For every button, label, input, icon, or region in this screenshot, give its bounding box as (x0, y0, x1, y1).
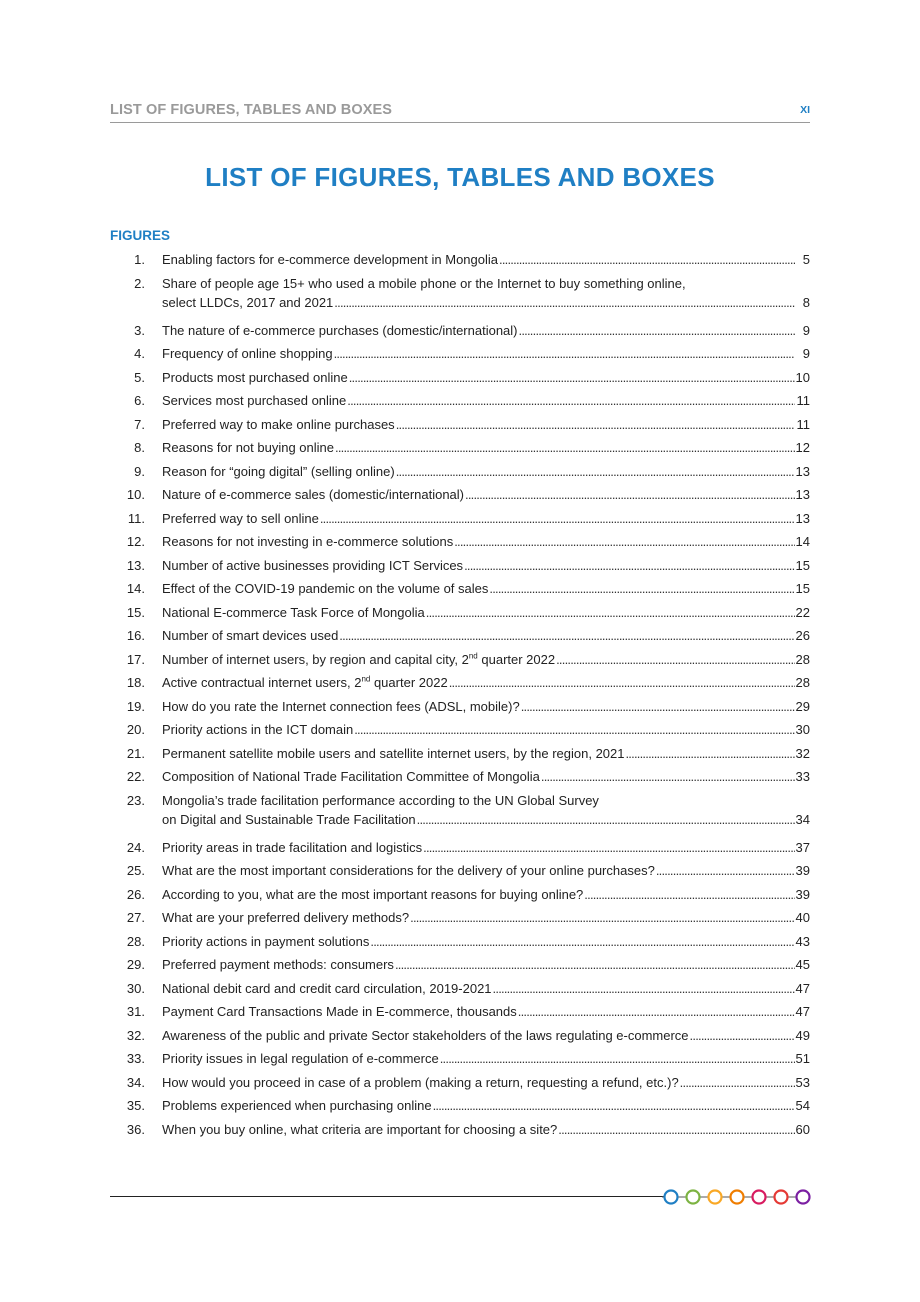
toc-entry-title: Awareness of the public and private Sector stakeholders of the laws regulating e-commerce (162, 1027, 689, 1043)
toc-entry-number: 14. (126, 581, 145, 596)
toc-entry[interactable] (110, 558, 810, 574)
toc-entry-number: 17. (126, 651, 145, 667)
dot-leader (334, 346, 795, 362)
toc-entry-title: Permanent satellite mobile users and satellite internet users, by the region, 2021 (162, 745, 625, 761)
dot-leader (519, 323, 796, 339)
toc-entry-page: 22 (795, 604, 810, 620)
toc-entry-number: 31. (126, 1004, 145, 1019)
toc-entry-page: 10 (795, 369, 810, 385)
toc-entry-number: 26. (126, 886, 145, 902)
toc-entry[interactable] (110, 1122, 810, 1138)
toc-entry[interactable] (110, 628, 810, 644)
section-heading-figures: FIGURES (110, 228, 171, 243)
toc-entry-page: 9 (802, 322, 810, 338)
toc-entry-title: According to you, what are the most important reasons for buying online? (162, 886, 584, 902)
toc-entry-number: 9. (134, 463, 145, 479)
toc-entry-page: 47 (795, 980, 810, 996)
toc-entry-page: 28 (795, 675, 810, 690)
toc-entry[interactable] (110, 393, 810, 409)
toc-entry[interactable] (110, 675, 810, 691)
toc-entry-number: 32. (126, 1027, 145, 1043)
dot-leader (347, 393, 795, 409)
toc-entry-title: How would you proceed in case of a problem (making a return, requesting a refund, etc.)? (162, 1074, 679, 1090)
toc-entry-title: Number of internet users, by region and capital city, 2nd quarter 2022 (162, 651, 556, 667)
toc-entry[interactable] (110, 511, 810, 527)
toc-entry-number: 3. (134, 322, 145, 338)
toc-entry-number: 4. (134, 346, 145, 361)
toc-entry-page: 60 (795, 1121, 810, 1137)
toc-entry-page: 33 (795, 769, 810, 784)
toc-entry-title: Problems experienced when purchasing online (162, 1098, 432, 1113)
toc-entry-number: 28. (126, 933, 145, 949)
toc-entry-number: 8. (134, 440, 145, 455)
dot-leader (449, 675, 795, 691)
toc-entry-number: 34. (126, 1074, 145, 1090)
footer-rule (110, 1196, 665, 1197)
toc-entry-title: Products most purchased online (162, 369, 348, 385)
toc-entry-title: National debit card and credit card circulation, 2019-2021 (162, 980, 492, 996)
figures-list (110, 252, 810, 1145)
toc-entry-number: 21. (126, 745, 145, 761)
toc-entry-title: What are the most important considerations for the delivery of your online purchases? (162, 863, 655, 878)
toc-entry-title: Services most purchased online (162, 393, 347, 408)
toc-entry-page: 9 (802, 346, 810, 361)
toc-entry[interactable] (110, 722, 810, 738)
toc-entry-title: Priority issues in legal regulation of e-commerce (162, 1051, 439, 1066)
toc-entry-page: 47 (795, 1004, 810, 1019)
toc-entry[interactable] (110, 1075, 810, 1091)
toc-entry-page: 39 (795, 863, 810, 878)
toc-entry-title: Priority areas in trade facilitation and logistics (162, 839, 423, 855)
dot-leader (335, 440, 795, 456)
toc-entry-number: 18. (126, 675, 145, 690)
toc-entry-number: 15. (126, 604, 145, 620)
dot-leader (349, 370, 795, 386)
dot-leader (558, 1122, 794, 1138)
toc-entry-title: National E-commerce Task Force of Mongolia (162, 604, 425, 620)
page-title: LIST OF FIGURES, TABLES AND BOXES (205, 162, 715, 192)
toc-entry-title: What are your preferred delivery methods? (162, 910, 410, 925)
toc-entry[interactable] (110, 1098, 810, 1114)
toc-entry-page: 53 (795, 1074, 810, 1090)
toc-entry[interactable] (110, 957, 810, 973)
dot-leader (680, 1075, 795, 1091)
dot-leader (440, 1051, 795, 1067)
toc-entry-number: 5. (134, 369, 145, 385)
dot-leader (493, 981, 795, 997)
footer-circle (797, 1191, 810, 1204)
page-number: XI (800, 104, 810, 116)
dot-leader (625, 746, 794, 762)
toc-entry-number: 1. (134, 252, 145, 267)
dot-leader (423, 840, 794, 856)
toc-entry-title: Number of smart devices used (162, 628, 339, 643)
toc-entry-number: 2. (134, 275, 145, 291)
dot-leader (521, 699, 795, 715)
toc-entry-title: When you buy online, what criteria are important for choosing a site? (162, 1121, 558, 1137)
toc-entry-number: 19. (126, 698, 145, 714)
toc-entry[interactable] (110, 1051, 810, 1067)
toc-entry-page: 49 (795, 1027, 810, 1043)
toc-entry[interactable] (110, 534, 810, 550)
toc-entry[interactable] (110, 1028, 810, 1044)
toc-entry-page: 43 (795, 933, 810, 949)
dot-leader (541, 769, 795, 785)
footer-circle (731, 1191, 744, 1204)
toc-entry-title: Effect of the COVID-19 pandemic on the volume of sales (162, 581, 489, 596)
toc-entry-title: Reasons for not investing in e-commerce solutions (162, 534, 454, 549)
toc-entry-title: The nature of e-commerce purchases (domestic/international) (162, 322, 518, 338)
footer-circle (775, 1191, 788, 1204)
footer-circle (665, 1191, 678, 1204)
toc-entry-title: on Digital and Sustainable Trade Facilitation (162, 812, 416, 827)
dot-leader (334, 295, 795, 311)
toc-entry-title: Payment Card Transactions Made in E-commerce, thousands (162, 1004, 517, 1019)
toc-entry[interactable] (110, 652, 810, 668)
toc-entry-number: 33. (126, 1051, 145, 1066)
dot-leader (454, 534, 794, 550)
toc-entry[interactable] (110, 746, 810, 762)
toc-entry[interactable] (110, 910, 810, 926)
toc-entry-page: 13 (795, 510, 810, 526)
toc-entry-page: 29 (795, 698, 810, 714)
running-head (110, 100, 810, 123)
dot-leader (417, 812, 795, 828)
footer-circle (753, 1191, 766, 1204)
toc-entry-number: 30. (126, 980, 145, 996)
toc-entry[interactable] (110, 276, 810, 312)
toc-entry[interactable] (110, 581, 810, 597)
toc-entry-title: Mongolia’s trade facilitation performance according to the UN Global Survey (162, 792, 599, 808)
toc-entry-page: 54 (795, 1098, 810, 1113)
toc-entry-page: 8 (802, 295, 810, 310)
toc-entry-title: Reason for “going digital” (selling online) (162, 463, 395, 479)
toc-entry-number: 20. (126, 722, 145, 737)
running-head-title: LIST OF FIGURES, TABLES AND BOXES (110, 102, 393, 118)
toc-entry-number: 16. (126, 628, 145, 643)
toc-entry[interactable] (110, 769, 810, 785)
toc-entry-title: Priority actions in the ICT domain (162, 722, 354, 737)
toc-entry-page: 5 (802, 252, 810, 267)
dot-leader (395, 957, 795, 973)
toc-entry-title: Reasons for not buying online (162, 440, 335, 455)
toc-entry-number: 12. (126, 534, 145, 549)
toc-entry-page: 14 (795, 534, 810, 549)
toc-entry-title: Frequency of online shopping (162, 346, 333, 361)
toc-entry-title: Preferred payment methods: consumers (162, 957, 394, 972)
toc-entry-title: Share of people age 15+ who used a mobile phone or the Internet to buy something online, (162, 275, 686, 291)
toc-entry-page: 15 (795, 557, 810, 573)
toc-entry[interactable] (110, 699, 810, 715)
toc-entry-page: 13 (795, 463, 810, 479)
toc-entry[interactable] (110, 840, 810, 856)
toc-entry[interactable] (110, 487, 810, 503)
toc-entry-title: Priority actions in payment solutions (162, 933, 370, 949)
toc-entry-number: 23. (126, 792, 145, 808)
footer-circle (709, 1191, 722, 1204)
toc-entry-page: 11 (796, 416, 810, 432)
dot-leader (556, 652, 794, 668)
toc-entry-page: 26 (795, 628, 810, 643)
dot-leader (410, 910, 794, 926)
toc-entry-page: 30 (795, 722, 810, 737)
footer-decoration (662, 1187, 812, 1207)
toc-entry-number: 7. (134, 416, 145, 432)
toc-entry-number: 10. (126, 487, 145, 502)
toc-entry-page: 40 (795, 910, 810, 925)
toc-entry[interactable] (110, 417, 810, 433)
dot-leader (396, 417, 795, 433)
toc-entry[interactable] (110, 252, 810, 268)
toc-entry[interactable] (110, 346, 810, 362)
toc-entry-number: 11. (127, 510, 145, 526)
toc-entry[interactable] (110, 370, 810, 386)
toc-entry[interactable] (110, 863, 810, 879)
dot-leader (518, 1004, 795, 1020)
toc-entry-page: 32 (795, 745, 810, 761)
toc-entry[interactable] (110, 605, 810, 621)
toc-entry[interactable] (110, 1004, 810, 1020)
toc-entry-number: 22. (126, 769, 145, 784)
dot-leader (465, 487, 795, 503)
footer-circle (687, 1191, 700, 1204)
dot-leader (690, 1028, 795, 1044)
dot-leader (396, 464, 795, 480)
toc-entry-number: 13. (126, 557, 145, 573)
toc-entry[interactable] (110, 981, 810, 997)
dot-leader (339, 628, 794, 644)
toc-entry-number: 36. (126, 1121, 145, 1137)
toc-entry-page: 34 (795, 812, 810, 827)
toc-entry-number: 27. (126, 910, 145, 925)
toc-entry[interactable] (110, 793, 810, 829)
toc-entry-title: Preferred way to make online purchases (162, 416, 395, 432)
toc-entry-number: 29. (126, 957, 145, 972)
dot-leader (433, 1098, 795, 1114)
toc-entry-title: select LLDCs, 2017 and 2021 (162, 295, 334, 310)
toc-entry[interactable] (110, 934, 810, 950)
toc-entry-number: 24. (126, 839, 145, 855)
dot-leader (499, 252, 795, 268)
dot-leader (489, 581, 794, 597)
toc-entry-page: 13 (795, 487, 810, 502)
dot-leader (426, 605, 795, 621)
dot-leader (370, 934, 794, 950)
toc-entry-title: Nature of e-commerce sales (domestic/international) (162, 487, 465, 502)
dot-leader (656, 863, 795, 879)
dot-leader (464, 558, 794, 574)
toc-entry-title: Preferred way to sell online (162, 510, 319, 526)
toc-entry-page: 51 (795, 1051, 810, 1066)
toc-entry-title: Active contractual internet users, 2nd quarter 2022 (162, 674, 448, 690)
toc-entry-number: 35. (126, 1098, 145, 1113)
toc-entry[interactable] (110, 464, 810, 480)
toc-entry-page: 12 (795, 440, 810, 455)
toc-entry-title: Composition of National Trade Facilitation Committee of Mongolia (162, 769, 540, 784)
toc-entry-number: 6. (134, 393, 145, 408)
toc-entry[interactable] (110, 323, 810, 339)
toc-entry-page: 15 (795, 581, 810, 596)
dot-leader (320, 511, 795, 527)
toc-entry-page: 28 (795, 651, 810, 667)
toc-entry-title: Number of active businesses providing ICT Services (162, 557, 464, 573)
dot-leader (354, 722, 794, 738)
toc-entry[interactable] (110, 440, 810, 456)
toc-entry-page: 45 (795, 957, 810, 972)
toc-entry[interactable] (110, 887, 810, 903)
toc-entry-title: How do you rate the Internet connection fees (ADSL, mobile)? (162, 698, 520, 714)
toc-entry-page: 11 (796, 393, 810, 408)
toc-entry-title: Enabling factors for e-commerce development in Mongolia (162, 252, 499, 267)
dot-leader (584, 887, 794, 903)
toc-entry-page: 39 (795, 886, 810, 902)
toc-entry-number: 25. (126, 863, 145, 878)
toc-entry-page: 37 (795, 839, 810, 855)
